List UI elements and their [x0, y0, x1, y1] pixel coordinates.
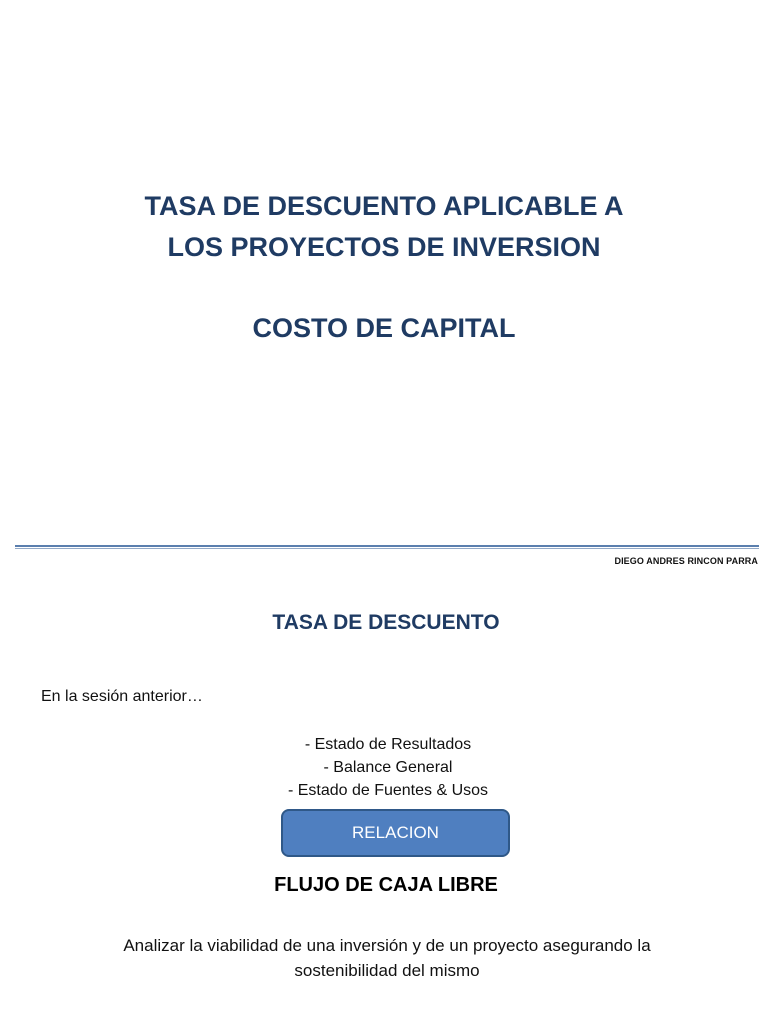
- slide-divider: [15, 545, 759, 550]
- description-text: [40, 933, 734, 983]
- slide-title-line-2: LOS PROYECTOS DE INVERSION: [167, 232, 601, 262]
- divider-line-primary: [15, 545, 759, 547]
- list-item: - Estado de Resultados: [304, 736, 472, 753]
- intro-text: En la sesión anterior…: [41, 688, 203, 705]
- author-name: DIEGO ANDRES RINCON PARRA: [614, 556, 758, 566]
- description-line-1: Analizar la viabilidad de una inversión y de un proyecto asegurando la: [123, 936, 651, 955]
- section-title: TASA DE DESCUENTO: [272, 611, 500, 634]
- free-cash-flow-heading: FLUJO DE CAJA LIBRE: [274, 874, 498, 896]
- list-item: - Balance General: [323, 759, 453, 776]
- relation-label: RELACION: [352, 823, 439, 842]
- relation-box: [281, 809, 510, 857]
- description-line-2: sostenibilidad del mismo: [294, 961, 480, 980]
- slide-subtitle: COSTO DE CAPITAL: [252, 313, 516, 343]
- list-item: - Estado de Fuentes & Usos: [287, 782, 489, 799]
- slide-title-line-1: TASA DE DESCUENTO APLICABLE A: [144, 191, 624, 221]
- statement-list: [0, 733, 768, 802]
- divider-line-secondary: [15, 548, 759, 549]
- slide-title: [0, 186, 768, 268]
